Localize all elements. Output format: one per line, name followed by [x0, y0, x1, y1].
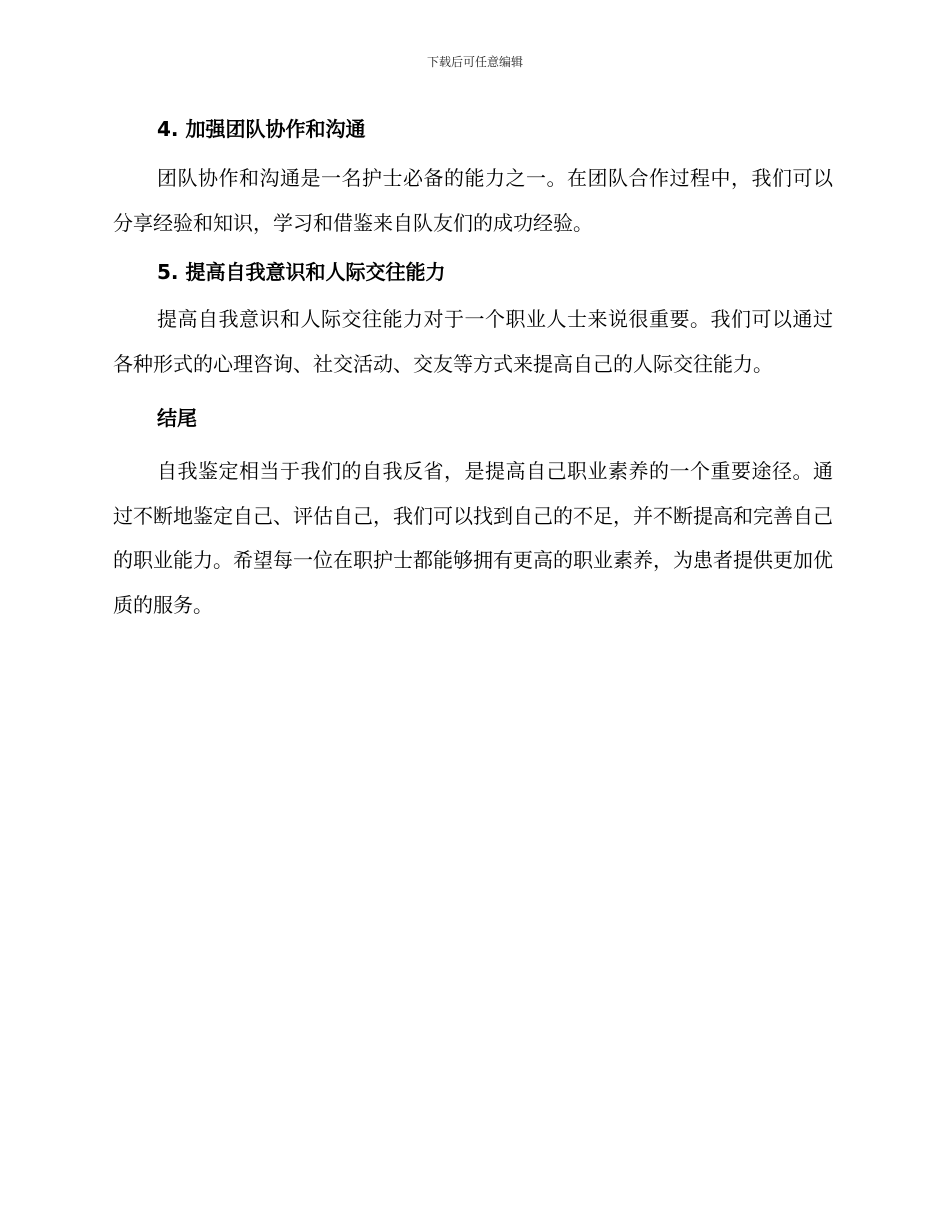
section-paragraph-conclusion: 自我鉴定相当于我们的自我反省，是提高自己职业素养的一个重要途径。通过不断地鉴定自己、评估自己，我们可以找到自己的不足，并不断提高和完善自己的职业能力。希望每一位在职护士都能够拥有更高的职业素养，为患者提供更加优质的服务。: [113, 459, 833, 617]
section-paragraph-teamwork: 团队协作和沟通是一名护士必备的能力之一。在团队合作过程中，我们可以分享经验和知识，学习和借鉴来自队友们的成功经验。: [113, 166, 833, 235]
page-header-note: 下载后可任意编辑: [426, 55, 523, 69]
document-body: [113, 112, 833, 627]
section-heading-teamwork: 4. 加强团队协作和沟通: [157, 117, 366, 141]
section-paragraph-self-awareness: 提高自我意识和人际交往能力对于一个职业人士来说很重要。我们可以通过各种形式的心理咨询、社交活动、交友等方式来提高自己的人际交往能力。: [113, 307, 833, 376]
section-heading-self-awareness: 5. 提高自我意识和人际交往能力: [157, 260, 446, 284]
section-heading-conclusion: 结尾: [157, 406, 197, 430]
